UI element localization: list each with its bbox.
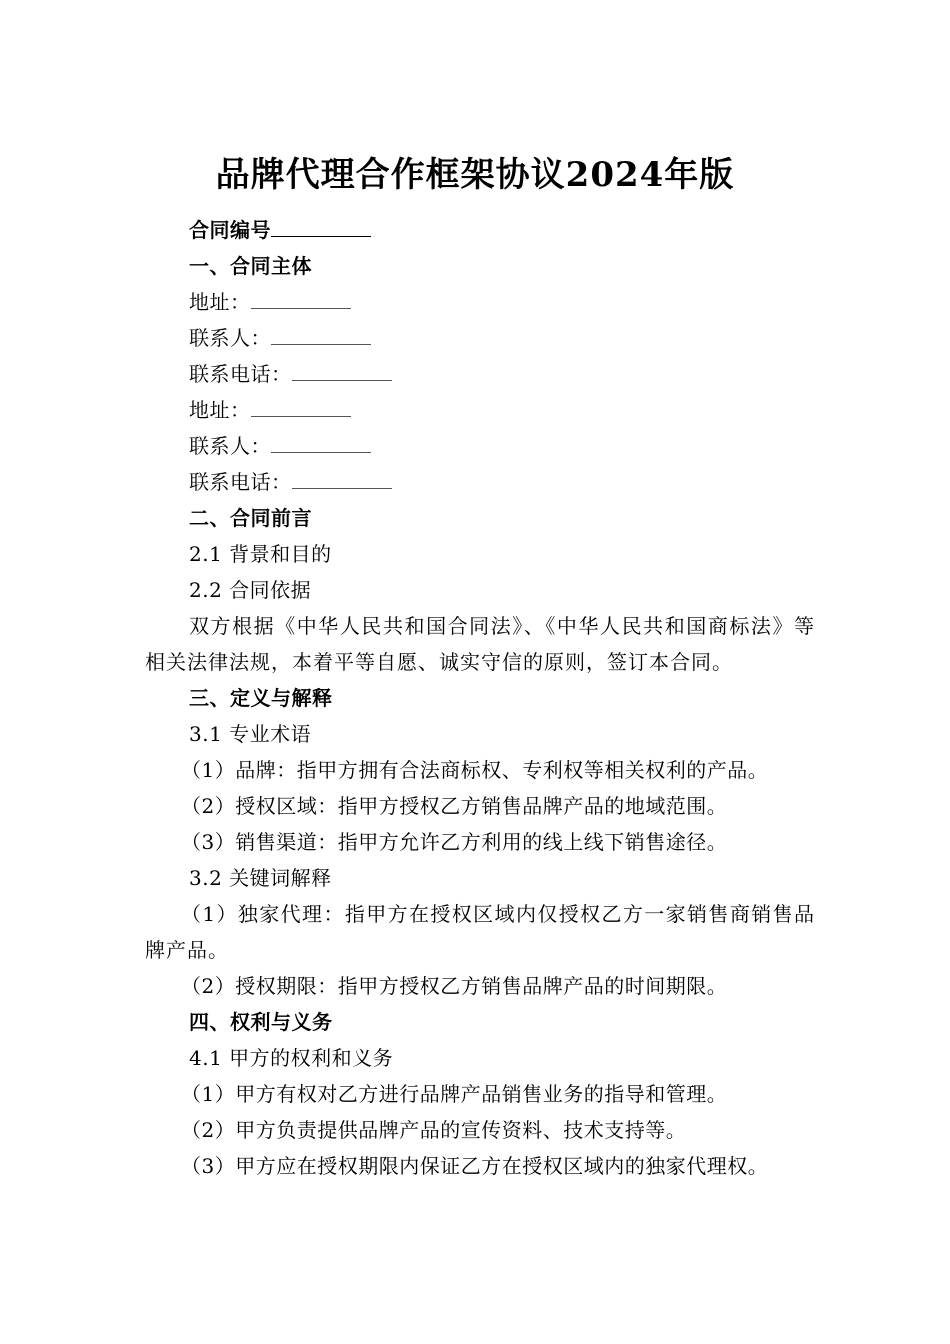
- subsection-heading: 2.1 背景和目的: [189, 542, 332, 566]
- party-a-contact-line: [145, 320, 815, 356]
- section-heading: 一、合同主体: [189, 254, 312, 278]
- list-item: （2）甲方负责提供品牌产品的宣传资料、技术支持等。: [181, 1118, 687, 1142]
- phone-blank: [292, 468, 392, 489]
- subsection-heading: 2.2 合同依据: [189, 578, 312, 602]
- address-label: 地址：: [189, 398, 251, 422]
- contact-blank: [271, 432, 371, 453]
- address-blank: [251, 396, 351, 417]
- contact-label: 联系人：: [189, 326, 271, 350]
- paragraph: 双方根据《中华人民共和国合同法》、《中华人民共和国商标法》等相关法律法规，本着平等自愿、诚实守信的原则，签订本合同。: [145, 614, 815, 674]
- list-item: （2）授权期限：指甲方授权乙方销售品牌产品的时间期限。: [181, 974, 728, 998]
- list-item: （3）销售渠道：指甲方允许乙方利用的线上线下销售途径。: [181, 830, 728, 854]
- subsection-heading: 3.2 关键词解释: [189, 866, 332, 890]
- list-item: （1）品牌：指甲方拥有合法商标权、专利权等相关权利的产品。: [181, 758, 769, 782]
- party-b-contact-line: [145, 428, 815, 464]
- document-body: [145, 212, 815, 1184]
- phone-blank: [292, 360, 392, 381]
- contact-label: 联系人：: [189, 434, 271, 458]
- section-heading: 二、合同前言: [189, 506, 312, 530]
- party-b-address-line: [145, 392, 815, 428]
- contract-number-label: 合同编号: [189, 218, 271, 242]
- document-title: 品牌代理合作框架协议2024年版: [215, 155, 735, 195]
- contract-number-line: [145, 212, 815, 248]
- phone-label: 联系电话：: [189, 470, 292, 494]
- section-heading: 四、权利与义务: [189, 1010, 333, 1034]
- contact-blank: [271, 324, 371, 345]
- contract-number-blank: [271, 216, 371, 237]
- list-item: （1）甲方有权对乙方进行品牌产品销售业务的指导和管理。: [181, 1082, 728, 1106]
- address-label: 地址：: [189, 290, 251, 314]
- party-a-phone-line: [145, 356, 815, 392]
- party-b-phone-line: [145, 464, 815, 500]
- phone-label: 联系电话：: [189, 362, 292, 386]
- list-item: （3）甲方应在授权期限内保证乙方在授权区域内的独家代理权。: [181, 1154, 769, 1178]
- list-item: （1）独家代理：指甲方在授权区域内仅授权乙方一家销售商销售品牌产品。: [145, 902, 815, 962]
- list-item: （2）授权区域：指甲方授权乙方销售品牌产品的地域范围。: [181, 794, 728, 818]
- subsection-heading: 3.1 专业术语: [189, 722, 312, 746]
- address-blank: [251, 288, 351, 309]
- section-heading: 三、定义与解释: [189, 686, 333, 710]
- subsection-heading: 4.1 甲方的权利和义务: [189, 1046, 394, 1070]
- party-a-address-line: [145, 284, 815, 320]
